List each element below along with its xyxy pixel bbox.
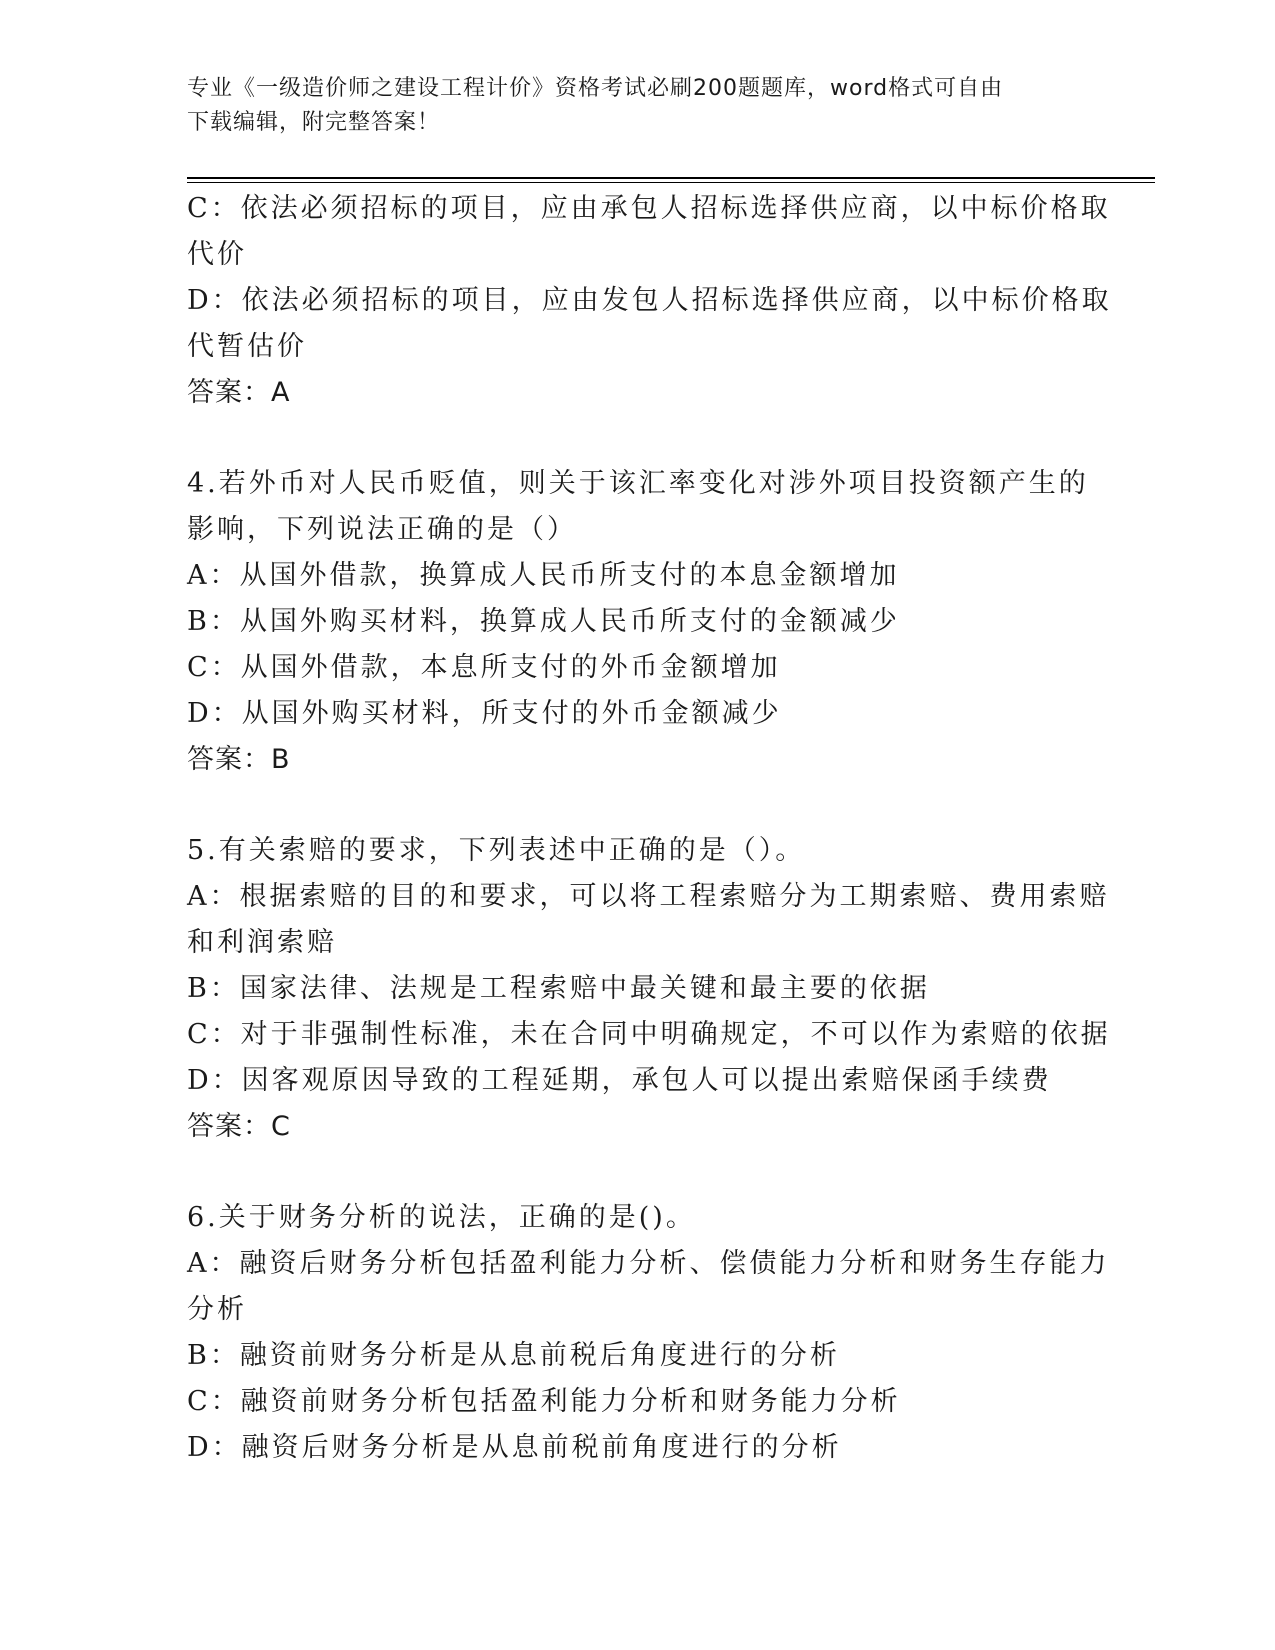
option-d: D：因客观原因导致的工程延期，承包人可以提出索赔保函手续费 xyxy=(187,1065,1052,1096)
header-line-2: 下载编辑，附完整答案！ xyxy=(187,110,441,135)
question-list xyxy=(187,186,1112,1471)
question-stem: 6.关于财务分析的说法，正确的是()。 xyxy=(187,1202,696,1233)
header-divider xyxy=(187,177,1155,183)
option-a-line-2: 分析 xyxy=(187,1294,247,1325)
option-d: D：从国外购买材料，所支付的外币金额减少 xyxy=(187,698,782,729)
option-c-line-2: 代价 xyxy=(187,239,247,270)
option-a-line-1: A：融资后财务分析包括盈利能力分析、偿债能力分析和财务生存能力 xyxy=(187,1248,1110,1279)
header-line-1: 专业《一级造价师之建设工程计价》资格考试必刷200题题库，word格式可自由 xyxy=(187,76,1004,101)
option-a-line-1: A：根据索赔的目的和要求，可以将工程索赔分为工期索赔、费用索赔 xyxy=(187,881,1110,912)
option-d: D：融资后财务分析是从息前税前角度进行的分析 xyxy=(187,1432,842,1463)
option-d-line-1: D：依法必须招标的项目，应由发包人招标选择供应商，以中标价格取 xyxy=(187,285,1112,316)
option-c: C：从国外借款，本息所支付的外币金额增加 xyxy=(187,652,781,683)
answer-line: 答案：C xyxy=(187,1111,291,1142)
question-6 xyxy=(187,1195,1110,1471)
option-c: C：对于非强制性标准，未在合同中明确规定，不可以作为索赔的依据 xyxy=(187,1019,1111,1050)
answer-line: 答案：A xyxy=(187,377,291,408)
option-a: A：从国外借款，换算成人民币所支付的本息金额增加 xyxy=(187,560,900,591)
question-spacer xyxy=(187,783,1087,828)
option-b: B：从国外购买材料，换算成人民币所支付的金额减少 xyxy=(187,606,900,637)
option-a-line-2: 和利润索赔 xyxy=(187,927,337,958)
option-b: B：融资前财务分析是从息前税后角度进行的分析 xyxy=(187,1340,840,1371)
question-stem-line-2: 影响，下列说法正确的是（） xyxy=(187,514,577,545)
document-header xyxy=(187,72,1067,140)
question-4 xyxy=(187,461,1087,783)
option-c: C：融资前财务分析包括盈利能力分析和财务能力分析 xyxy=(187,1386,901,1417)
question-stem-line-1: 4.若外币对人民币贬值，则关于该汇率变化对涉外项目投资额产生的 xyxy=(187,468,1089,499)
option-b: B：国家法律、法规是工程索赔中最关键和最主要的依据 xyxy=(187,973,930,1004)
question-5 xyxy=(187,828,1111,1150)
question-spacer xyxy=(187,1150,1087,1195)
question-3-tail xyxy=(187,186,1112,416)
question-stem: 5.有关索赔的要求，下列表述中正确的是（）。 xyxy=(187,835,806,866)
option-c-line-1: C：依法必须招标的项目，应由承包人招标选择供应商，以中标价格取 xyxy=(187,193,1111,224)
question-spacer xyxy=(187,416,1087,461)
option-d-line-2: 代暂估价 xyxy=(187,331,307,362)
answer-line: 答案：B xyxy=(187,744,291,775)
